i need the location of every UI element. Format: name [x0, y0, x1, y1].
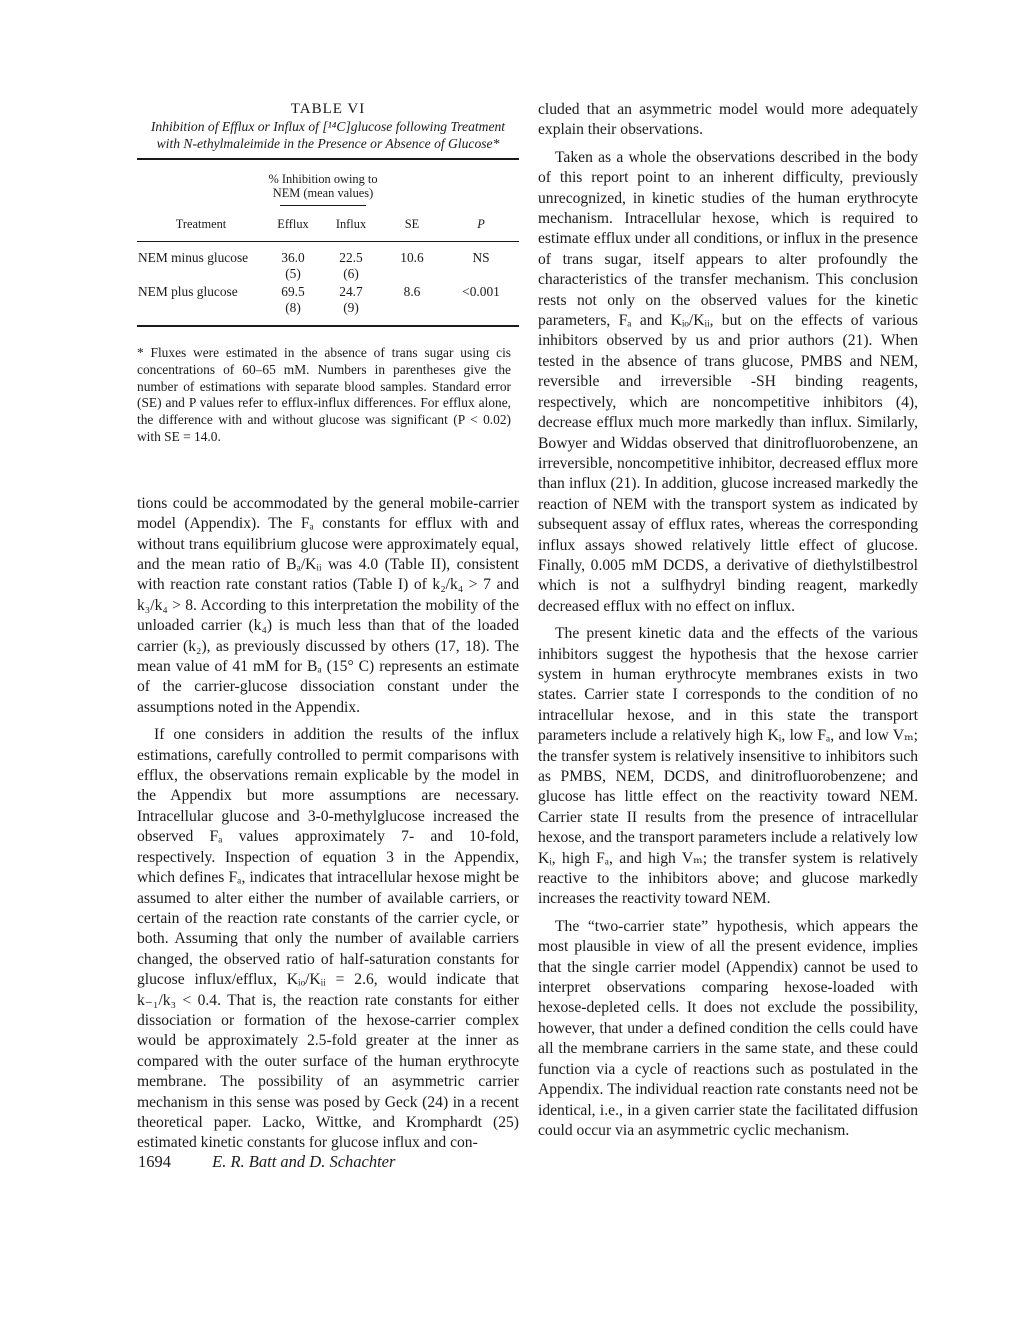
- table-title: Inhibition of Efflux or Influx of [¹⁴C]glucose following Treatment with N-ethylmaleimide in the Presence or Absence of Glucose*: [150, 119, 506, 151]
- col-header-influx: Influx: [321, 206, 381, 242]
- body-paragraph: The present kinetic data and the effects of the various inhibitors suggest the hypothesis that the hexose carrier system in human erythrocyte membranes exists in two states. Carrier state I corresponds to the condition of no intracellular hexose, and in this state the transport parameters include a relatively high Kᵢ, low Fₐ, and low Vₘ; the transfer system is relatively insensitive to inhibitors such as PMBS, NEM, DCDS, and dinitrofluorobenzene; and glucose has little effect on the reactivity toward NEM. Carrier state II results from the presence of intracellular hexose, and the transport parameters include a relatively low Kᵢ, high Fₐ, and high Vₘ; the transfer system is relatively reactive to the inhibitors above; and glucose markedly increases the reactivity toward NEM.: [538, 625, 918, 908]
- table-vi: [137, 100, 519, 446]
- col-header-se: SE: [381, 206, 443, 242]
- left-column: [137, 100, 519, 1154]
- col-header-efflux: Efflux: [265, 206, 321, 242]
- table-label: TABLE VI: [290, 101, 366, 117]
- table-row: NEM plus glucose 69.5 24.7 8.6 <0.001: [138, 284, 500, 299]
- col-header-treatment: Treatment: [137, 206, 265, 242]
- table-row-n: (5) (6): [285, 266, 359, 281]
- body-paragraph: Taken as a whole the observations described in the body of this report point to an inherent difficulty, previously unrecognized, in kinetic studies of the human erythrocyte mechanism. Intracellular hexose, which is required to estimate efflux under all conditions, or influx in the presence of trans sugar, itself appears to alter profoundly the characteristics of the transfer mechanism. This conclusion rests not only on the observed values for the kinetic parameters, Fₐ and Kᵢₒ/Kᵢᵢ, but on the effects of various inhibitors observed by us and prior authors (21). When tested in the absence of trans glucose, PMBS and NEM, reversible and irreversible -SH binding reagents, respectively, which are noncompetitive inhibitors (4), decrease efflux much more markedly than influx. Similarly, Bowyer and Widdas observed that dinitrofluorobenzene, an irreversible, noncompetitive inhibitor, decreased efflux more than influx (21). In addition, glucose increased markedly the reaction of NEM with the transport system as indicated by subsequent assay of efflux rates, whereas the corresponding influx assays showed relatively little effect of glucose. Finally, 0.005 mM DCDS, a derivative of diethylstilbestrol which is not a sulfhydryl binding reagent, markedly decreased efflux with no effect on influx.: [538, 148, 918, 615]
- data-table: [137, 158, 519, 327]
- body-paragraph: If one considers in addition the results of the influx estimations, carefully controlled to permit comparisons with efflux, the observations remain explicable by the model in the Appendix but more assumptions are necessary. Intracellular glucose and 3-0-methylglucose increased the observed Fₐ values approximately 7- and 10-fold, respectively. Inspection of equation 3 in the Appendix, which defines Fₐ, indicates that intracellular hexose might be assumed to alter either the number of available carriers, or certain of the reaction rate constants of the carrier cycle, or both. Assuming that only the number of available carriers changed, the observed ratio of half-saturation constants for glucose influx/efflux, Kᵢₒ/Kᵢᵢ = 2.6, would indicate that k₋₁/k₃ < 0.4. That is, the reaction rate constants for either dissociation or formation of the hexose-carrier complex would be approximately 2.5-fold greater at the inner as compared with the outer surface of the human erythrocyte membrane. The possibility of an asymmetric carrier mechanism in this sense was posed by Geck (24) in a recent theoretical paper. Lacko, Wittke, and Kromphardt (25) estimated kinetic constants for glucose influx and con-: [137, 726, 519, 1152]
- page-number: 1694: [138, 1152, 171, 1171]
- body-paragraph: The “two-carrier state” hypothesis, which appears the most plausible in view of all the present evidence, implies that the single carrier model (Appendix) cannot be used to interpret observations comparing hexose-loaded with hexose-depleted cells. It does not exclude the possibility, however, that under a defined condition the cells could have all the membrane carriers in the same state, and these could function via a cycle of reactions such as postulated in the Appendix. The individual reaction rate constants need not be identical, i.e., in a given carrier state the facilitated diffusion could occur via an asymmetric cyclic mechanism.: [538, 917, 918, 1139]
- group-header: % Inhibition owing to NEM (mean values): [265, 159, 381, 206]
- body-paragraph: cluded that an asymmetric model would more adequately explain their observations.: [538, 101, 918, 139]
- col-header-p: P: [443, 206, 519, 242]
- page-footer: [138, 1152, 395, 1172]
- right-column: [538, 100, 918, 1141]
- body-paragraph: tions could be accommodated by the general mobile-carrier model (Appendix). The Fₐ constants for efflux with and without trans equilibrium glucose were approximately equal, and the mean ratio of Bₐ/Kᵢᵢ was 4.0 (Table II), consistent with reaction rate constant ratios (Table I) of k₂/k₄ > 7 and k₃/k₄ > 8. According to this interpretation the mobility of the unloaded carrier (k₄) is much less than that of the loaded carrier (k₂), as previously discussed by others (17, 18). The mean value of 41 mM for Bₐ (15° C) represents an estimate of the carrier-glucose dissociation constant under the assumptions noted in the Appendix.: [137, 494, 519, 716]
- table-footnote: * Fluxes were estimated in the absence of trans sugar using cis concentrations of 60–65 mM. Numbers in parentheses give the number of estimations with separate blood samples. Standard error (SE) and P values refer to efflux-influx differences. For efflux alone, the difference with and without glucose was significant (P < 0.02) with SE = 14.0.: [137, 345, 511, 444]
- table-caption: [137, 100, 519, 152]
- table-row: NEM minus glucose 36.0 22.5 10.6 NS: [138, 250, 490, 265]
- table-row-n: (8) (9): [137, 300, 519, 326]
- running-authors: E. R. Batt and D. Schachter: [212, 1152, 396, 1171]
